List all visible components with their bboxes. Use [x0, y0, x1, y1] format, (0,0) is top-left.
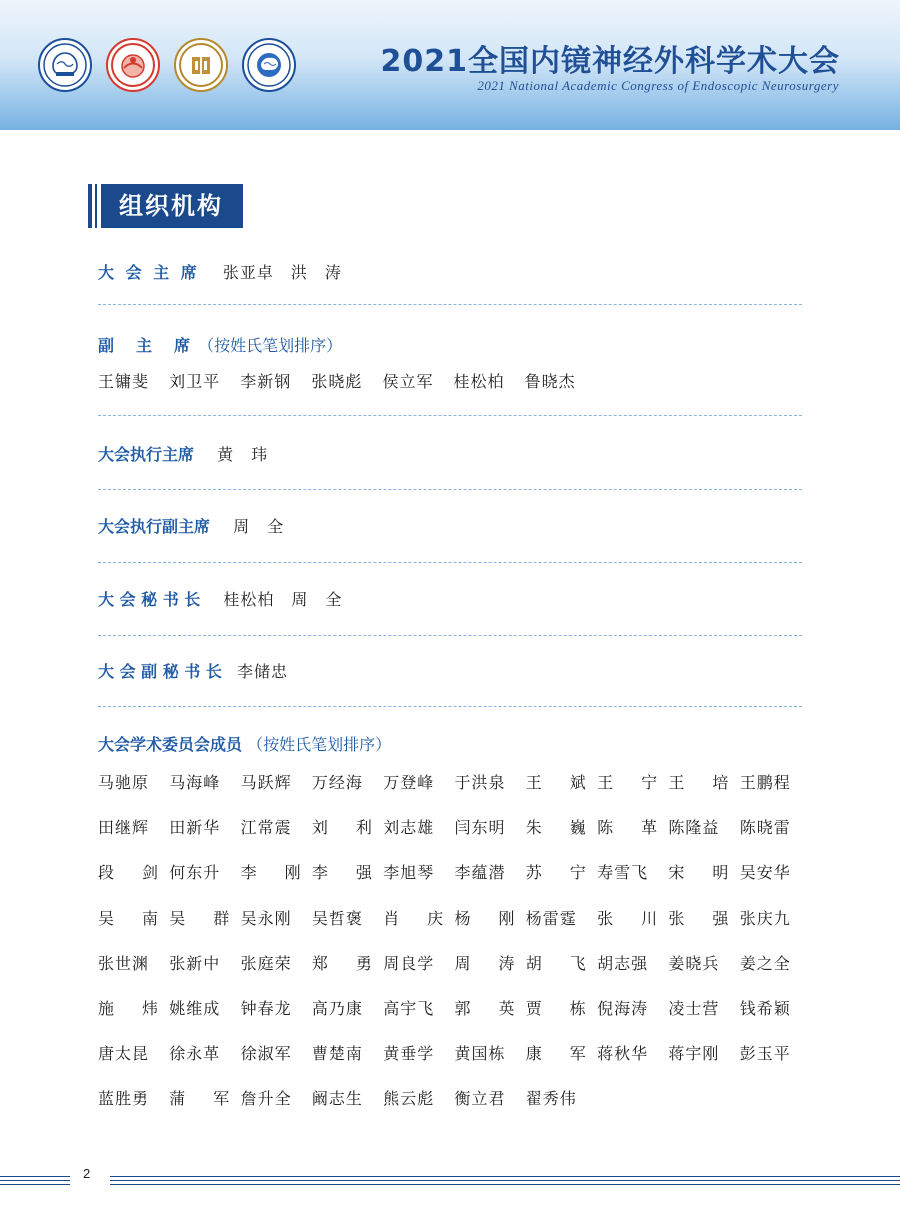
- committee-member: [169, 860, 229, 883]
- member-name-char: 宁: [641, 773, 658, 792]
- committee-member: [383, 906, 443, 929]
- member-name: 江常震: [240, 818, 292, 838]
- page-number: 2: [83, 1166, 91, 1181]
- committee-member: [383, 815, 443, 838]
- committee-member: [597, 770, 657, 793]
- person-name: 李新钢: [240, 372, 292, 391]
- member-name: 钟春龙: [240, 999, 292, 1018]
- member-name: 姜之全: [739, 953, 791, 973]
- member-name: 田新华: [169, 818, 221, 838]
- committee-member: [455, 770, 515, 793]
- member-name-char: 刚: [498, 908, 515, 928]
- committee-member: [668, 996, 728, 1019]
- member-name-char: 刘: [311, 818, 328, 838]
- committee-member: [312, 951, 372, 974]
- member-name: 黄垂学: [383, 1044, 435, 1064]
- member-name-char: 涛: [498, 953, 515, 973]
- role-chairman: [98, 260, 342, 283]
- committee-member: [740, 815, 800, 838]
- member-name-char: 王: [597, 773, 614, 792]
- member-name: 马驰原: [98, 773, 150, 792]
- member-name: 高宇飞: [383, 999, 435, 1018]
- member-name: 刘志雄: [383, 818, 435, 838]
- committee-member: [455, 815, 515, 838]
- committee-member: [668, 951, 728, 974]
- committee-member: [169, 815, 229, 838]
- committee-member: [169, 951, 229, 974]
- member-name: 吴哲褒: [311, 908, 363, 928]
- member-name: 高乃康: [311, 999, 363, 1018]
- member-name-char: 张: [668, 908, 685, 928]
- member-name-char: 肖: [383, 908, 400, 928]
- role-value: 张亚卓 洪 涛: [222, 263, 342, 282]
- role-value: 周 全: [233, 517, 285, 536]
- member-name-char: 强: [355, 863, 372, 883]
- dashed-divider: [98, 635, 802, 636]
- committee-member: [526, 951, 586, 974]
- member-name-char: 南: [141, 908, 158, 928]
- committee-member: [169, 1041, 229, 1064]
- section-heading: [88, 184, 243, 228]
- committee-member: [383, 996, 443, 1019]
- member-name-char: 庆: [427, 908, 444, 928]
- committee-member: [312, 996, 372, 1019]
- committee-member: [526, 996, 586, 1019]
- member-name: 陈隆益: [668, 818, 720, 838]
- member-name-char: 革: [641, 818, 658, 838]
- role-deputy-secretary-general: [98, 659, 288, 682]
- committee-member: [383, 860, 443, 883]
- member-name: 张世渊: [98, 953, 150, 973]
- member-name-char: 施: [98, 999, 115, 1018]
- committee-member: [526, 770, 586, 793]
- committee-member: [98, 996, 158, 1019]
- member-name-char: 王: [525, 773, 542, 792]
- member-name: 陈晓雷: [739, 818, 791, 838]
- member-name-char: 杨: [454, 908, 471, 928]
- role-executive-vice-chairman: [98, 514, 284, 537]
- role-label: 大 会 副 秘 书 长: [98, 662, 222, 681]
- member-name: 蒋宇刚: [668, 1044, 720, 1064]
- member-name: 王鹏程: [739, 773, 791, 792]
- committee-member: [241, 770, 301, 793]
- member-name-char: 王: [668, 773, 685, 792]
- member-name: 周良学: [383, 953, 435, 973]
- committee-member: [241, 815, 301, 838]
- committee-member: [668, 770, 728, 793]
- footer-rule-left: [0, 1176, 70, 1188]
- committee-member: [740, 951, 800, 974]
- member-name: 黄国栋: [454, 1044, 506, 1064]
- role-label: 大 会 主 席: [98, 263, 200, 282]
- member-name: 胡志强: [597, 953, 649, 973]
- page-header: [0, 0, 900, 130]
- member-name-char: 炜: [141, 999, 158, 1018]
- hospital-association-emblem-icon: [106, 38, 160, 92]
- brain-emblem-icon: [38, 38, 92, 92]
- member-name-char: 吴: [98, 908, 115, 928]
- member-name: 李旭琴: [383, 863, 435, 883]
- member-name-char: 刚: [284, 863, 301, 883]
- member-name: 万登峰: [383, 773, 435, 792]
- committee-member: [312, 860, 372, 883]
- logo-strip: [38, 38, 296, 92]
- committee-member: [312, 1086, 372, 1109]
- member-name-char: 贾: [525, 999, 542, 1018]
- heading-bar-thin: [95, 184, 97, 228]
- member-name: 徐淑军: [240, 1044, 292, 1064]
- role-vice-chairman: [98, 333, 342, 356]
- committee-member: [740, 996, 800, 1019]
- sort-note: （按姓氏笔划排序）: [247, 735, 392, 754]
- member-name: 蒋秋华: [597, 1044, 649, 1064]
- member-name: 衡立君: [454, 1089, 506, 1109]
- member-name-char: 巍: [569, 818, 586, 838]
- person-name: 刘卫平: [169, 372, 221, 391]
- committee-member: [241, 906, 301, 929]
- role-label: 大会执行副主席: [98, 517, 211, 536]
- committee-member: [383, 1086, 443, 1109]
- member-name: 万经海: [311, 773, 363, 792]
- dashed-divider: [98, 415, 802, 416]
- committee-member: [241, 860, 301, 883]
- committee-member: [98, 951, 158, 974]
- member-name: 倪海涛: [597, 999, 649, 1018]
- member-name-char: 蒲: [169, 1089, 186, 1109]
- member-name-char: 军: [213, 1089, 230, 1109]
- member-name: 徐永革: [169, 1044, 221, 1064]
- member-name: 姚维成: [169, 999, 221, 1018]
- committee-member: [668, 906, 728, 929]
- member-name-char: 周: [454, 953, 471, 973]
- committee-member: [241, 951, 301, 974]
- member-name-char: 张: [597, 908, 614, 928]
- member-name-char: 剑: [141, 863, 158, 883]
- member-name-char: 朱: [525, 818, 542, 838]
- committee-member: [526, 815, 586, 838]
- vice-chairman-names: [98, 369, 591, 392]
- committee-member: [169, 1086, 229, 1109]
- member-name-char: 培: [712, 773, 729, 792]
- member-name-char: 军: [569, 1044, 586, 1064]
- committee-member: [169, 996, 229, 1019]
- committee-member: [455, 951, 515, 974]
- committee-member: [98, 1086, 158, 1109]
- committee-member: [312, 906, 372, 929]
- committee-member: [98, 815, 158, 838]
- member-name: 张庭荣: [240, 953, 292, 973]
- committee-member: [98, 906, 158, 929]
- member-name: 马跃辉: [240, 773, 292, 792]
- role-value: 黄 玮: [217, 445, 269, 464]
- committee-member: [98, 1041, 158, 1064]
- neurosurgery-society-emblem-icon: [242, 38, 296, 92]
- member-name-char: 英: [498, 999, 515, 1018]
- member-name: 张新中: [169, 953, 221, 973]
- member-name: 闫东明: [454, 818, 506, 838]
- committee-member: [526, 1086, 586, 1109]
- committee-member: [740, 1041, 800, 1064]
- member-name-char: 强: [712, 908, 729, 928]
- role-value: 李储忠: [236, 662, 288, 681]
- member-name-char: 勇: [355, 953, 372, 973]
- member-name-char: 栋: [569, 999, 586, 1018]
- member-name: 吴永刚: [240, 908, 292, 928]
- member-name: 詹升全: [240, 1089, 292, 1109]
- committee-member: [668, 815, 728, 838]
- role-label: 大会执行主席: [98, 445, 195, 464]
- committee-member: [668, 1041, 728, 1064]
- member-name-char: 群: [213, 908, 230, 928]
- committee-member: [383, 770, 443, 793]
- member-name-char: 陈: [597, 818, 614, 838]
- member-name: 田继辉: [98, 818, 150, 838]
- committee-member: [526, 1041, 586, 1064]
- member-name: 蓝胜勇: [98, 1089, 150, 1109]
- dashed-divider: [98, 706, 802, 707]
- dashed-divider: [98, 489, 802, 490]
- member-name: 彭玉平: [739, 1044, 791, 1064]
- person-name: 王镛斐: [98, 372, 150, 391]
- committee-member: [455, 996, 515, 1019]
- heading-bar: [88, 184, 92, 228]
- member-name-char: 苏: [525, 863, 542, 883]
- committee-member: [312, 815, 372, 838]
- member-name: 寿雪飞: [597, 863, 649, 883]
- committee-member: [455, 906, 515, 929]
- committee-member: [455, 860, 515, 883]
- member-name-char: 宁: [569, 863, 586, 883]
- committee-member: [98, 770, 158, 793]
- member-name-char: 胡: [525, 953, 542, 973]
- committee-member: [241, 1041, 301, 1064]
- person-name: 张晓彪: [311, 372, 363, 391]
- committee-member: [383, 951, 443, 974]
- member-name: 姜晓兵: [668, 953, 720, 973]
- member-name: 李蕴潜: [454, 863, 506, 883]
- role-label: 大 会 秘 书 长: [98, 590, 201, 609]
- congress-title: 2021全国内镜神经外科学术大会: [380, 44, 840, 79]
- member-name-char: 郭: [454, 999, 471, 1018]
- member-name-char: 康: [525, 1044, 542, 1064]
- member-name-char: 李: [240, 863, 257, 883]
- committee-label: 大会学术委员会成员: [98, 735, 243, 754]
- member-name: 唐太昆: [98, 1044, 150, 1064]
- member-name: 翟秀伟: [525, 1089, 577, 1109]
- member-name: 何东升: [169, 863, 221, 883]
- member-name: 于洪泉: [454, 773, 506, 792]
- dashed-divider: [98, 562, 802, 563]
- committee-member: [98, 860, 158, 883]
- member-name-char: 斌: [569, 773, 586, 792]
- journal-emblem-icon: [174, 38, 228, 92]
- member-name-char: 段: [98, 863, 115, 883]
- member-name-char: 飞: [569, 953, 586, 973]
- role-secretary-general: [98, 587, 342, 610]
- committee-member: [740, 860, 800, 883]
- committee-member: [383, 1041, 443, 1064]
- dashed-divider: [98, 304, 802, 305]
- congress-title-english: 2021 National Academic Congress of Endoscopic Neurosurgery: [477, 78, 839, 93]
- person-name: 鲁晓杰: [524, 372, 576, 391]
- role-label: 副 主 席: [98, 336, 194, 355]
- committee-member: [169, 906, 229, 929]
- committee-member: [740, 906, 800, 929]
- committee-member: [597, 996, 657, 1019]
- committee-heading: [98, 732, 391, 755]
- committee-member: [312, 1041, 372, 1064]
- committee-member: [241, 996, 301, 1019]
- member-name-char: 明: [712, 863, 729, 883]
- committee-member: [312, 770, 372, 793]
- member-name: 马海峰: [169, 773, 221, 792]
- committee-member: [740, 770, 800, 793]
- committee-member: [597, 951, 657, 974]
- section-title: 组织机构: [101, 184, 243, 228]
- member-name: 杨雷霆: [525, 908, 577, 928]
- sort-note: （按姓氏笔划排序）: [198, 336, 343, 355]
- member-name-char: 郑: [311, 953, 328, 973]
- member-name-char: 宋: [668, 863, 685, 883]
- person-name: 侯立军: [382, 372, 434, 391]
- member-name: 熊云彪: [383, 1089, 435, 1109]
- member-name: 张庆九: [739, 908, 791, 928]
- member-name-char: 李: [311, 863, 328, 883]
- committee-member: [455, 1041, 515, 1064]
- committee-member: [526, 860, 586, 883]
- committee-member: [597, 906, 657, 929]
- footer-rule-right: [110, 1176, 900, 1188]
- committee-member: [455, 1086, 515, 1109]
- committee-member: [169, 770, 229, 793]
- role-executive-chairman: [98, 442, 268, 465]
- committee-member: [597, 1041, 657, 1064]
- person-name: 桂松柏: [453, 372, 505, 391]
- member-name: 钱希颖: [739, 999, 791, 1018]
- committee-member: [597, 860, 657, 883]
- member-name: 凌士营: [668, 999, 720, 1018]
- role-value: 桂松柏 周 全: [223, 590, 343, 609]
- committee-member: [668, 860, 728, 883]
- member-name-char: 吴: [169, 908, 186, 928]
- member-name: 吴安华: [739, 863, 791, 883]
- committee-member: [597, 815, 657, 838]
- committee-member: [241, 1086, 301, 1109]
- member-name: 曹楚南: [311, 1044, 363, 1064]
- member-name-char: 川: [641, 908, 658, 928]
- committee-member: [526, 906, 586, 929]
- member-name-char: 利: [355, 818, 372, 838]
- member-name: 阚志生: [311, 1089, 363, 1109]
